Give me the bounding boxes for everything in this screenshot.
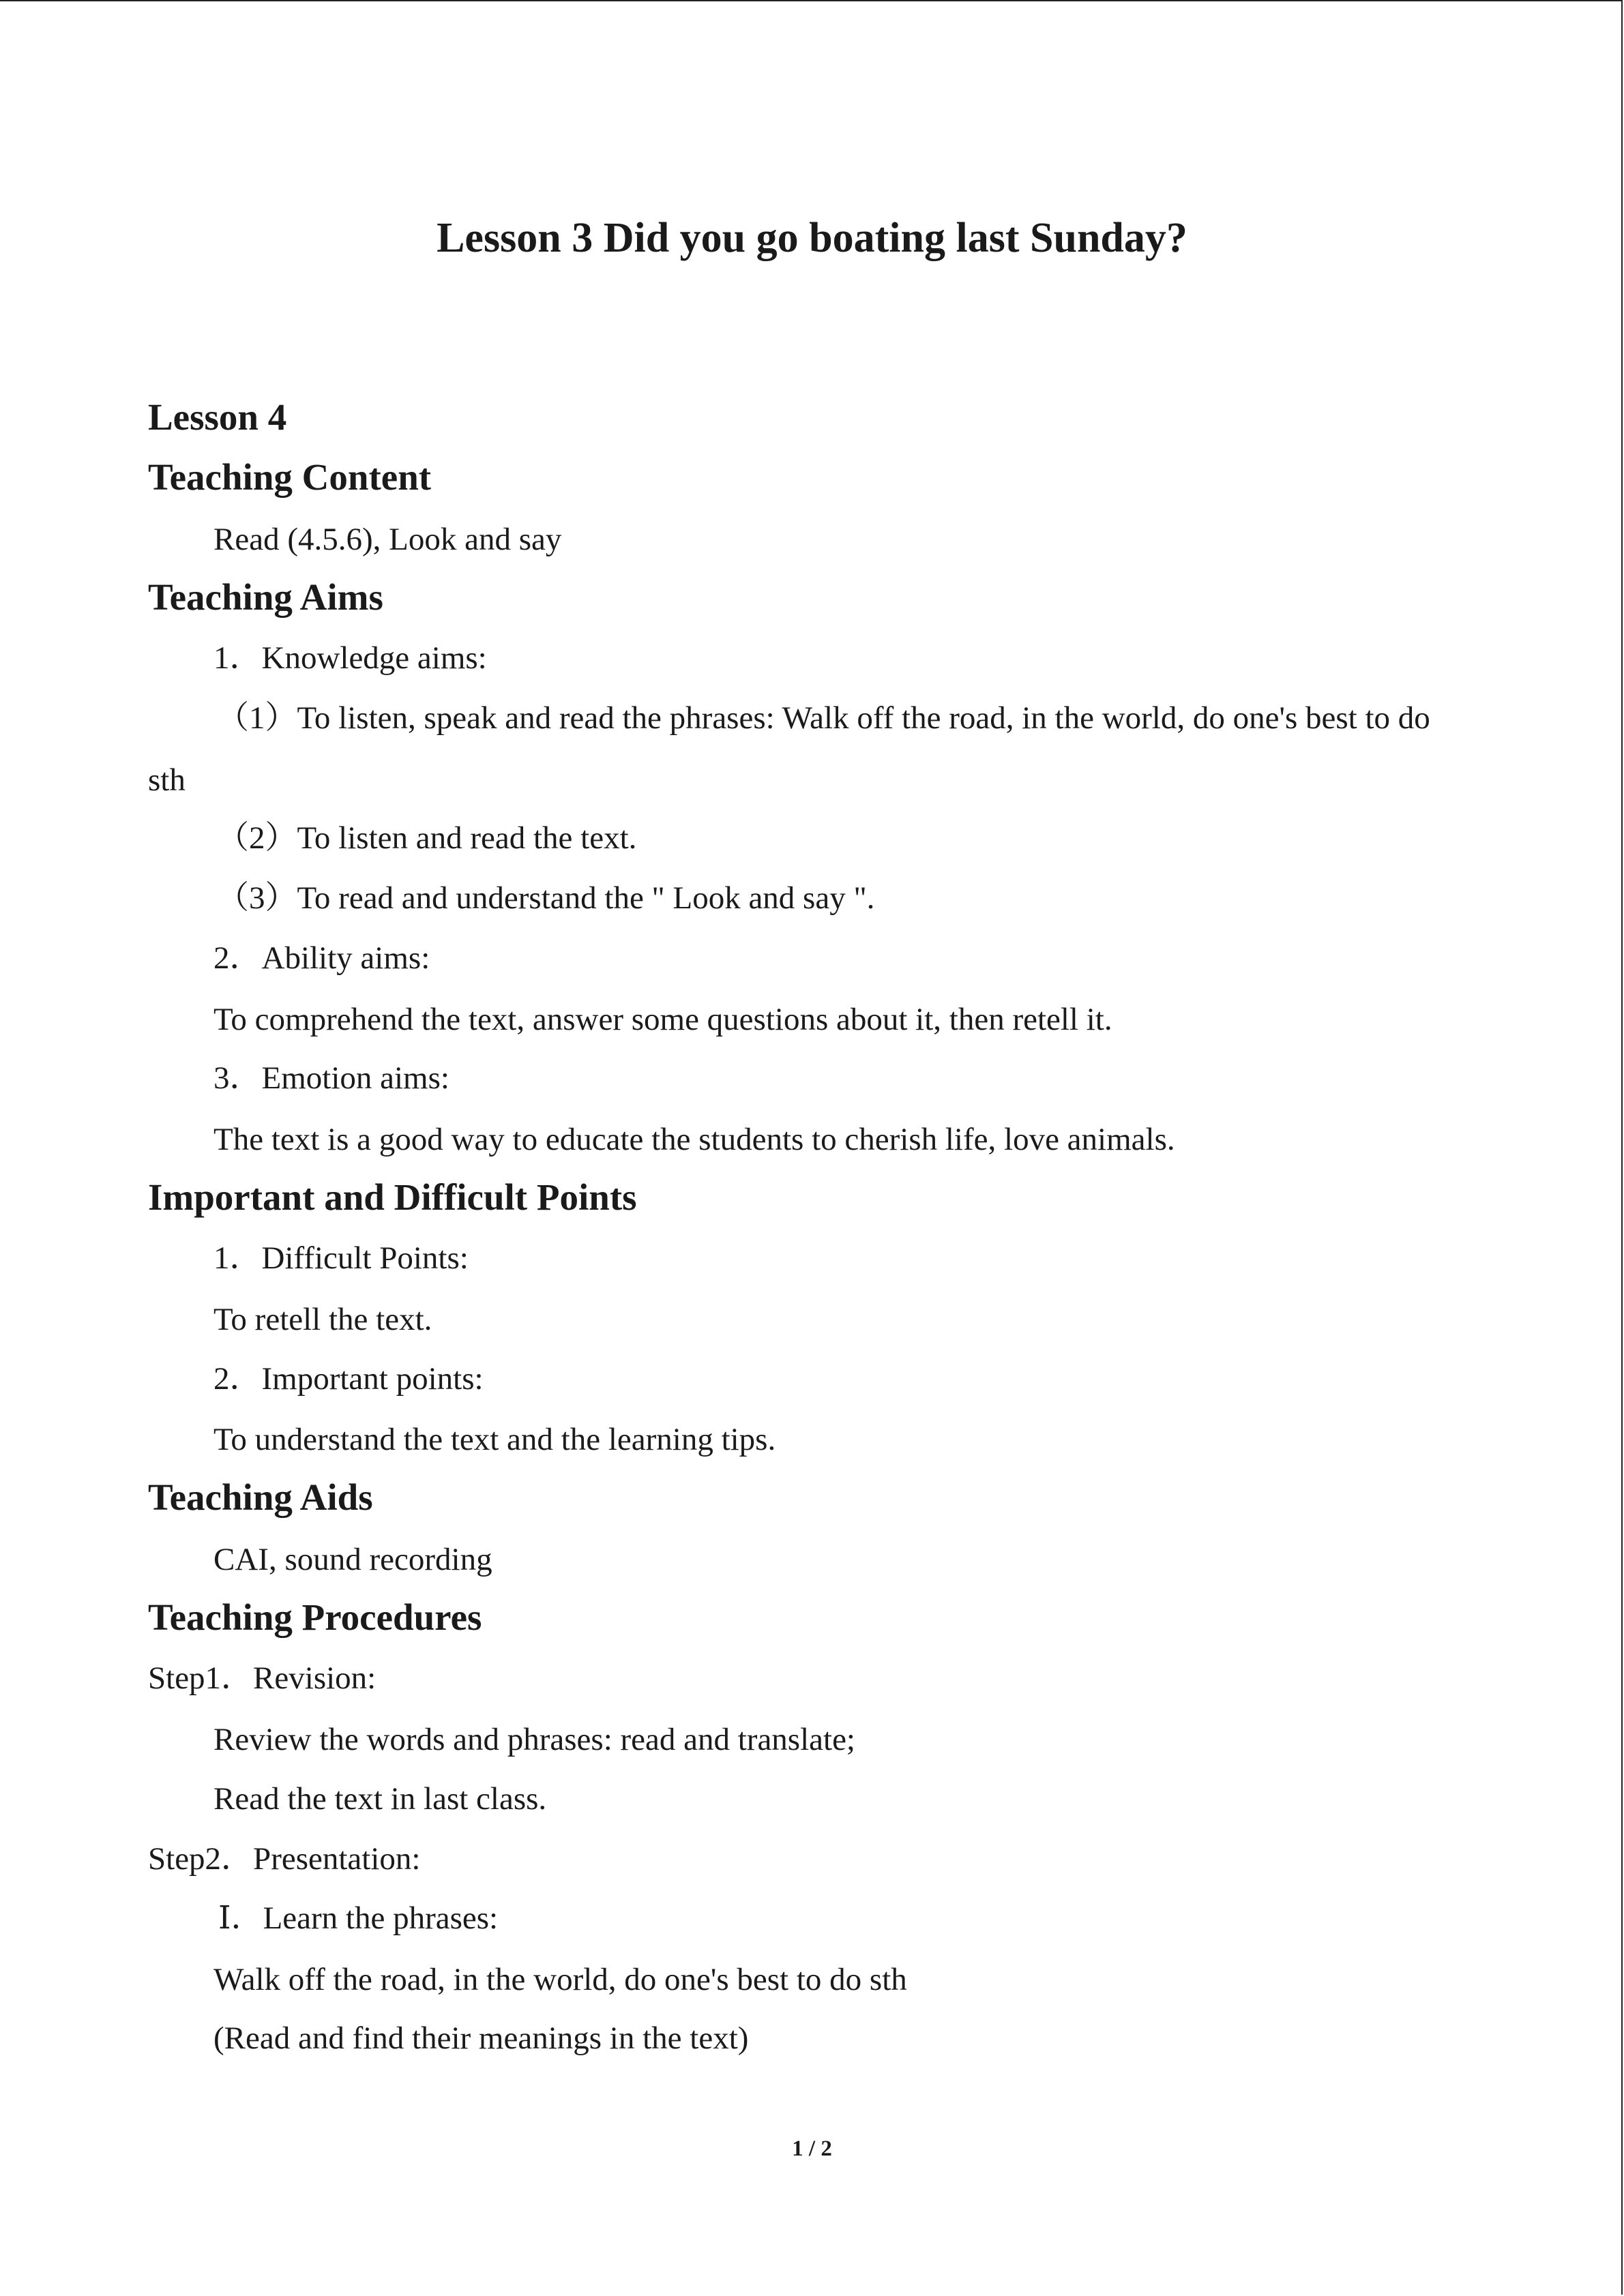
- teaching-procedures-heading: Teaching Procedures: [148, 1596, 482, 1638]
- difficult-points-text: To retell the text.: [213, 1302, 432, 1337]
- step2-sub-label: Ⅰ．Learn the phrases:: [218, 1900, 499, 1936]
- page-number: 1 / 2: [792, 2136, 832, 2161]
- lesson-heading: Lesson 4: [148, 396, 287, 438]
- knowledge-aim-1-line1: （1）To listen, speak and read the phrases: Walk off the road, in the world, do one's best to do: [217, 700, 1430, 736]
- difficult-points-label: 1．Difficult Points:: [213, 1240, 469, 1276]
- teaching-aims-heading: Teaching Aims: [148, 576, 383, 618]
- emotion-aims-label: 3．Emotion aims:: [213, 1060, 449, 1096]
- document-title: Lesson 3 Did you go boating last Sunday?: [437, 215, 1187, 261]
- points-heading: Important and Difficult Points: [148, 1176, 637, 1218]
- teaching-content-heading: Teaching Content: [148, 456, 432, 498]
- ability-aims-text: To comprehend the text, answer some questions about it, then retell it.: [213, 1002, 1112, 1037]
- important-points-label: 2．Important points:: [213, 1361, 484, 1397]
- important-points-text: To understand the text and the learning tips.: [213, 1422, 776, 1457]
- knowledge-aim-3: （3）To read and understand the " Look and say ".: [217, 880, 875, 916]
- step2-label: Step2．Presentation:: [148, 1841, 421, 1877]
- teaching-aids-text: CAI, sound recording: [213, 1542, 492, 1577]
- ability-aims-label: 2．Ability aims:: [213, 940, 430, 976]
- step1-item-a: Review the words and phrases: read and translate;: [213, 1722, 855, 1757]
- knowledge-aims-label: 1．Knowledge aims:: [213, 640, 487, 676]
- step1-item-b: Read the text in last class.: [213, 1781, 547, 1817]
- step2-item-b: (Read and find their meanings in the text): [213, 2021, 749, 2056]
- knowledge-aim-2: （2）To listen and read the text.: [217, 820, 637, 856]
- teaching-content-text: Read (4.5.6), Look and say: [213, 522, 562, 557]
- step1-label: Step1．Revision:: [148, 1660, 377, 1696]
- knowledge-aim-1-line2: sth: [148, 762, 186, 798]
- teaching-aids-heading: Teaching Aids: [148, 1476, 373, 1518]
- step2-item-a: Walk off the road, in the world, do one's best to do sth: [213, 1962, 907, 1997]
- emotion-aims-text: The text is a good way to educate the students to cherish life, love animals.: [213, 1122, 1175, 1157]
